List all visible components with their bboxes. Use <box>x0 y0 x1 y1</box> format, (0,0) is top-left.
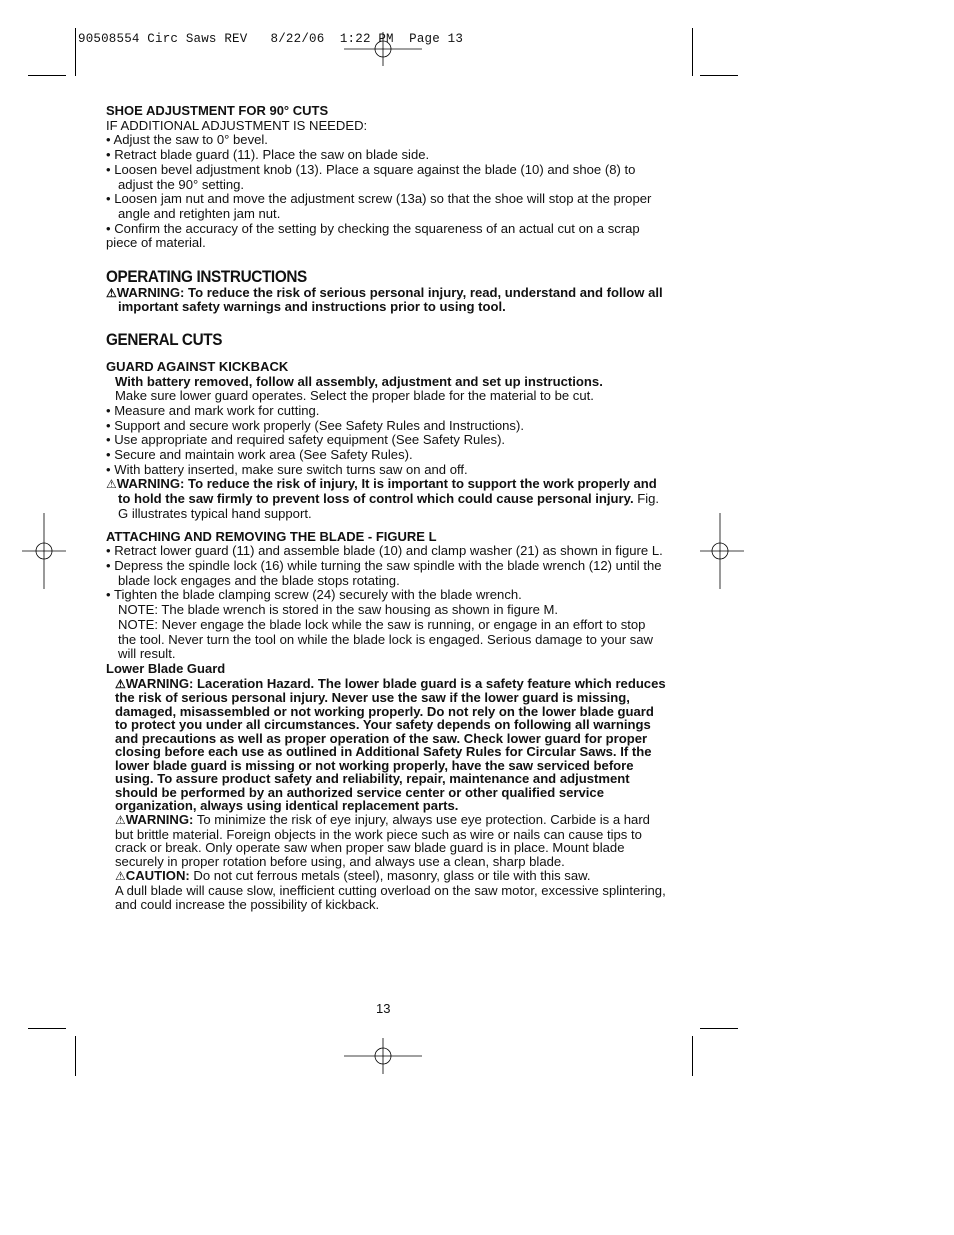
crop-mark <box>692 1036 693 1076</box>
operating-warning: ⚠WARNING: To reduce the risk of serious personal injury, read, understand and follow all important safety warnings and instructions prior to using tool. <box>106 284 663 315</box>
list-item: • With battery inserted, make sure switch turns saw on and off. <box>106 461 468 477</box>
crop-mark <box>75 28 76 76</box>
list-item: • Retract lower guard (11) and assemble blade (10) and clamp washer (21) as shown in figure L. <box>106 543 663 559</box>
list-item: • Retract blade guard (11). Place the saw on blade side. <box>106 147 430 163</box>
crop-mark <box>75 1036 76 1076</box>
list-item: • Loosen bevel adjustment knob (13). Place a square against the blade (10) and shoe (8) to adjust the 90° setting. <box>106 161 636 192</box>
list-item: • Loosen jam nut and move the adjustment screw (13a) so that the shoe will stop at the proper angle and retighten jam nut. <box>106 191 652 221</box>
blade-note: NOTE: Never engage the blade lock while the saw is running, or engage in an effort to stop the tool. Never turn the tool on while the blade lock is engaged. Serious damage to your saw will result. <box>118 616 653 662</box>
list-item: • Adjust the saw to 0° bevel. <box>106 132 268 148</box>
caution-text: ⚠CAUTION: Do not cut ferrous metals (steel), masonry, glass or tile with this saw. <box>115 868 591 884</box>
crop-mark <box>700 1028 738 1029</box>
eye-warning: ⚠WARNING: To minimize the risk of eye injury, always use eye protection. Carbide is a hard but brittle material. Foreign objects in the work piece such as wire or nails can cause tips to crack or break. Only operate saw when proper saw blade guard is in place. Mount blade securely in proper rotation before using, and always use a clean, sharp blade. <box>115 811 650 870</box>
list-item: • Depress the spindle lock (16) while turning the saw spindle with the blade wrench (12) until the blade lock engages and the blade stops rotating. <box>106 557 662 588</box>
page-number: 13 <box>376 1001 391 1016</box>
list-item: • Confirm the accuracy of the setting by checking the squareness of an actual cut on a scrap piece of material. <box>106 220 640 251</box>
general-heading: GENERAL CUTS <box>106 330 223 350</box>
registration-mark-icon <box>700 513 744 589</box>
list-item: • Measure and mark work for cutting. <box>106 402 320 418</box>
crop-mark <box>700 75 738 76</box>
print-slug: 90508554 Circ Saws REV 8/22/06 1:22 PM Page 13 <box>78 32 464 46</box>
crop-mark <box>28 75 66 76</box>
shoe-heading: SHOE ADJUSTMENT FOR 90° CUTS <box>106 103 329 118</box>
crop-mark <box>28 1028 66 1029</box>
warning-icon: ⚠ <box>106 285 117 300</box>
warning-icon: ⚠ <box>115 676 126 691</box>
warning-icon: ⚠ <box>115 812 126 827</box>
list-item: • Support and secure work properly (See Safety Rules and Instructions). <box>106 417 524 433</box>
kickback-heading: GUARD AGAINST KICKBACK <box>106 358 289 374</box>
shoe-intro: IF ADDITIONAL ADJUSTMENT IS NEEDED: <box>106 117 368 133</box>
list-item: • Secure and maintain work area (See Safety Rules). <box>106 447 413 463</box>
list-item: • Tighten the blade clamping screw (24) securely with the blade wrench. <box>106 587 522 603</box>
registration-mark-icon <box>344 1036 422 1076</box>
kickback-bold: With battery removed, follow all assembly, adjustment and set up instructions. <box>115 373 603 389</box>
operating-heading: OPERATING INSTRUCTIONS <box>106 267 307 287</box>
crop-mark <box>692 28 693 76</box>
registration-mark-icon <box>22 513 66 589</box>
registration-mark-icon <box>344 28 422 68</box>
page-content <box>106 104 666 912</box>
blade-heading: ATTACHING AND REMOVING THE BLADE - FIGURE L <box>106 528 437 544</box>
blade-note: NOTE: The blade wrench is stored in the saw housing as shown in figure M. <box>118 602 559 618</box>
dull-blade-text: A dull blade will cause slow, inefficient cutting overload on the saw motor, excessive splintering, and could increase the possibility of kickback. <box>115 883 666 913</box>
warning-icon: ⚠ <box>115 869 126 884</box>
lower-guard-warning: ⚠WARNING: Laceration Hazard. The lower blade guard is a safety feature which reduces the risk of serious personal injury. Never use the saw if the lower guard is missing, damaged, misassembled or not working properly. Do not rely on the lower blade guard to protect you under all circumstances. Your safety depends on following all warnings and precautions as well as proper operation of the saw. Check lower guard for proper closing before each use as outlined in Additional Safety Rules for Circular Saws. If the lower blade guard is missing or not working properly, have the saw serviced before using. To assure product safety and reliability, repair, maintenance and adjustment should be performed by an authorized service center or other qualified service organization, always using identical replacement parts. <box>115 675 666 814</box>
general-warning: ⚠WARNING: To reduce the risk of injury, It is important to support the work properly and to hold the saw firmly to prevent loss of control which could cause personal injury. Fig. G illustrates typical hand support. <box>106 476 660 521</box>
kickback-text: Make sure lower guard operates. Select the proper blade for the material to be cut. <box>115 388 594 404</box>
warning-icon: ⚠ <box>106 477 117 492</box>
lower-guard-heading: Lower Blade Guard <box>106 660 226 676</box>
list-item: • Use appropriate and required safety equipment (See Safety Rules). <box>106 432 506 448</box>
